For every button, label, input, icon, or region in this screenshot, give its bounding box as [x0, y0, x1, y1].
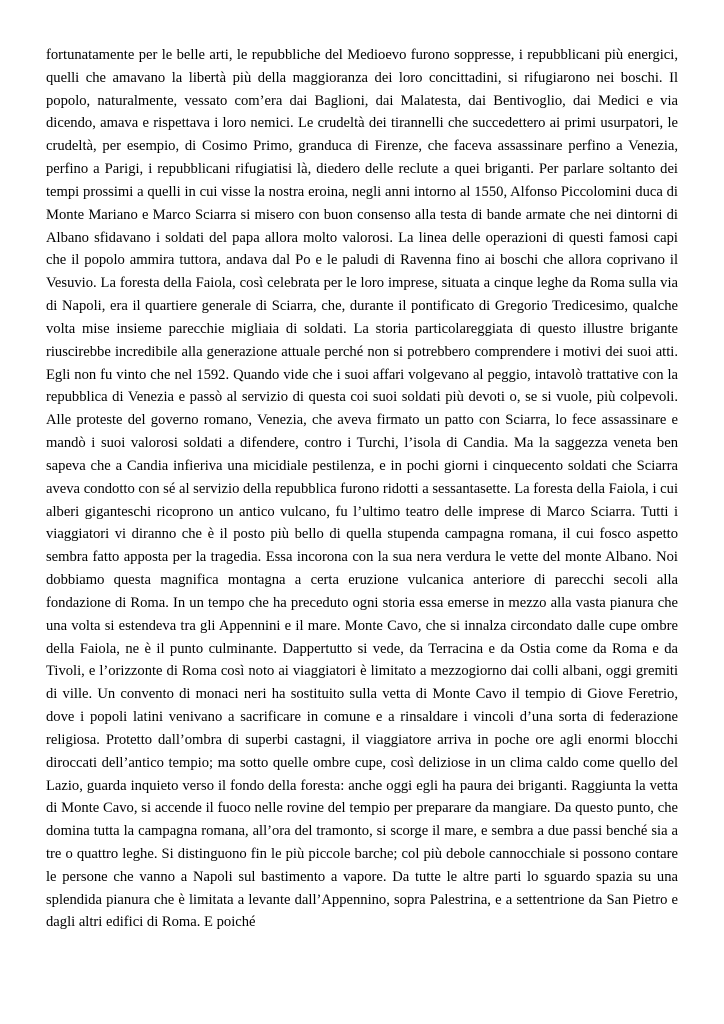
body-paragraph: fortunatamente per le belle arti, le repubbliche del Medioevo furono soppresse, i repubblicani più energici, quelli che amavano la libertà più della maggioranza dei loro concittadini, si rifugiarono nei boschi. Il popolo, naturalmente, vessato com’era dai Baglioni, dai Malatesta, dai Bentivoglio, dai Medici e via dicendo, amava e rispettava i loro nemici. Le crudeltà dei tirannelli che succedettero ai primi usurpatori, le crudeltà, per esempio, di Cosimo Primo, granduca di Firenze, che faceva assassinare perfino a Venezia, perfino a Parigi, i repubblicani rifugiatisi là, diedero delle reclute a quei briganti. Per parlare soltanto dei tempi prossimi a quelli in cui visse la nostra eroina, negli anni intorno al 1550, Alfonso Piccolomini duca di Monte Mariano e Marco Sciarra si misero con buon consenso alla testa di bande armate che nei dintorni di Albano sfidavano i soldati del papa allora molto valorosi. La linea delle operazioni di questi famosi capi che il popolo ammira tuttora, andava dal Po e le paludi di Ravenna fino ai boschi che allora coprivano il Vesuvio. La foresta della Faiola, così celebrata per le loro imprese, situata a cinque leghe da Roma sulla via di Napoli, era il quartiere generale di Sciarra, che, durante il pontificato di Gregorio Tredicesimo, qualche volta mise insieme parecchie migliaia di soldati. La storia particolareggiata di questo illustre brigante riuscirebbe incredibile alla generazione attuale perché non si potrebbero comprendere i motivi dei suoi atti. Egli non fu vinto che nel 1592. Quando vide che i suoi affari volgevano al peggio, intavolò trattative con la repubblica di Venezia e passò al servizio di questa coi suoi soldati più devoti o, se si vuole, più colpevoli. Alle proteste del governo romano, Venezia, che aveva firmato un patto con Sciarra, lo fece assassinare e mandò i suoi valorosi soldati a difendere, contro i Turchi, l’isola di Candia. Ma la saggezza veneta ben sapeva che a Candia infieriva una micidiale pestilenza, e in pochi giorni i cinquecento soldati che Sciarra aveva condotto con sé al servizio della repubblica furono ridotti a sessantasette. La foresta della Faiola, i cui alberi giganteschi ricoprono un antico vulcano, fu l’ultimo teatro delle imprese di Marco Sciarra. Tutti i viaggiatori vi diranno che è il posto più bello di quella stupenda campagna romana, il cui fosco aspetto sembra fatto apposta per la tragedia. Essa incorona con la sua nera verdura le vette del monte Albano. Noi dobbiamo questa magnifica montagna a certa eruzione vulcanica anteriore di parecchi secoli alla fondazione di Roma. In un tempo che ha preceduto ogni storia essa emerse in mezzo alla vasta pianura che una volta si estendeva tra gli Appennini e il mare. Monte Cavo, che si innalza circondato dalle cupe ombre della Faiola, ne è il punto culminante. Dappertutto si vede, da Terracina e da Ostia come da Roma e da Tivoli, e l’orizzonte di Roma così noto ai viaggiatori è limitato a mezzogiorno dai colli albani, oggi gremiti di ville. Un convento di monaci neri ha sostituito sulla vetta di Monte Cavo il tempio di Giove Feretrio, dove i popoli latini venivano a sacrificare in comune e a rinsaldare i vincoli d’una sorta di federazione religiosa. Protetto dall’ombra di superbi castagni, il viaggiatore arriva in poche ore agli enormi blocchi diroccati dell’antico tempio; ma sotto quelle ombre cupe, così deliziose in un clima caldo come quello del Lazio, guarda inquieto verso il fondo della foresta: anche oggi egli ha paura dei briganti. Raggiunta la vetta di Monte Cavo, si accende il fuoco nelle rovine del tempio per preparare da mangiare. Da questo punto, che domina tutta la campagna romana, all’ora del tramonto, si scorge il mare, e sembra a due passi benché sia a tre o quattro leghe. Si distinguono fin le più piccole barche; col più debole cannocchiale si possono contare le persone che vanno a Napoli sul bastimento a vapore. Da tutte le altre parti lo sguardo spazia su una splendida pianura che è limitata a levante dall’Appennino, sopra Palestrina, e a settentrione da San Pietro e dagli altri edifici di Roma. E poiché: [46, 47, 682, 931]
